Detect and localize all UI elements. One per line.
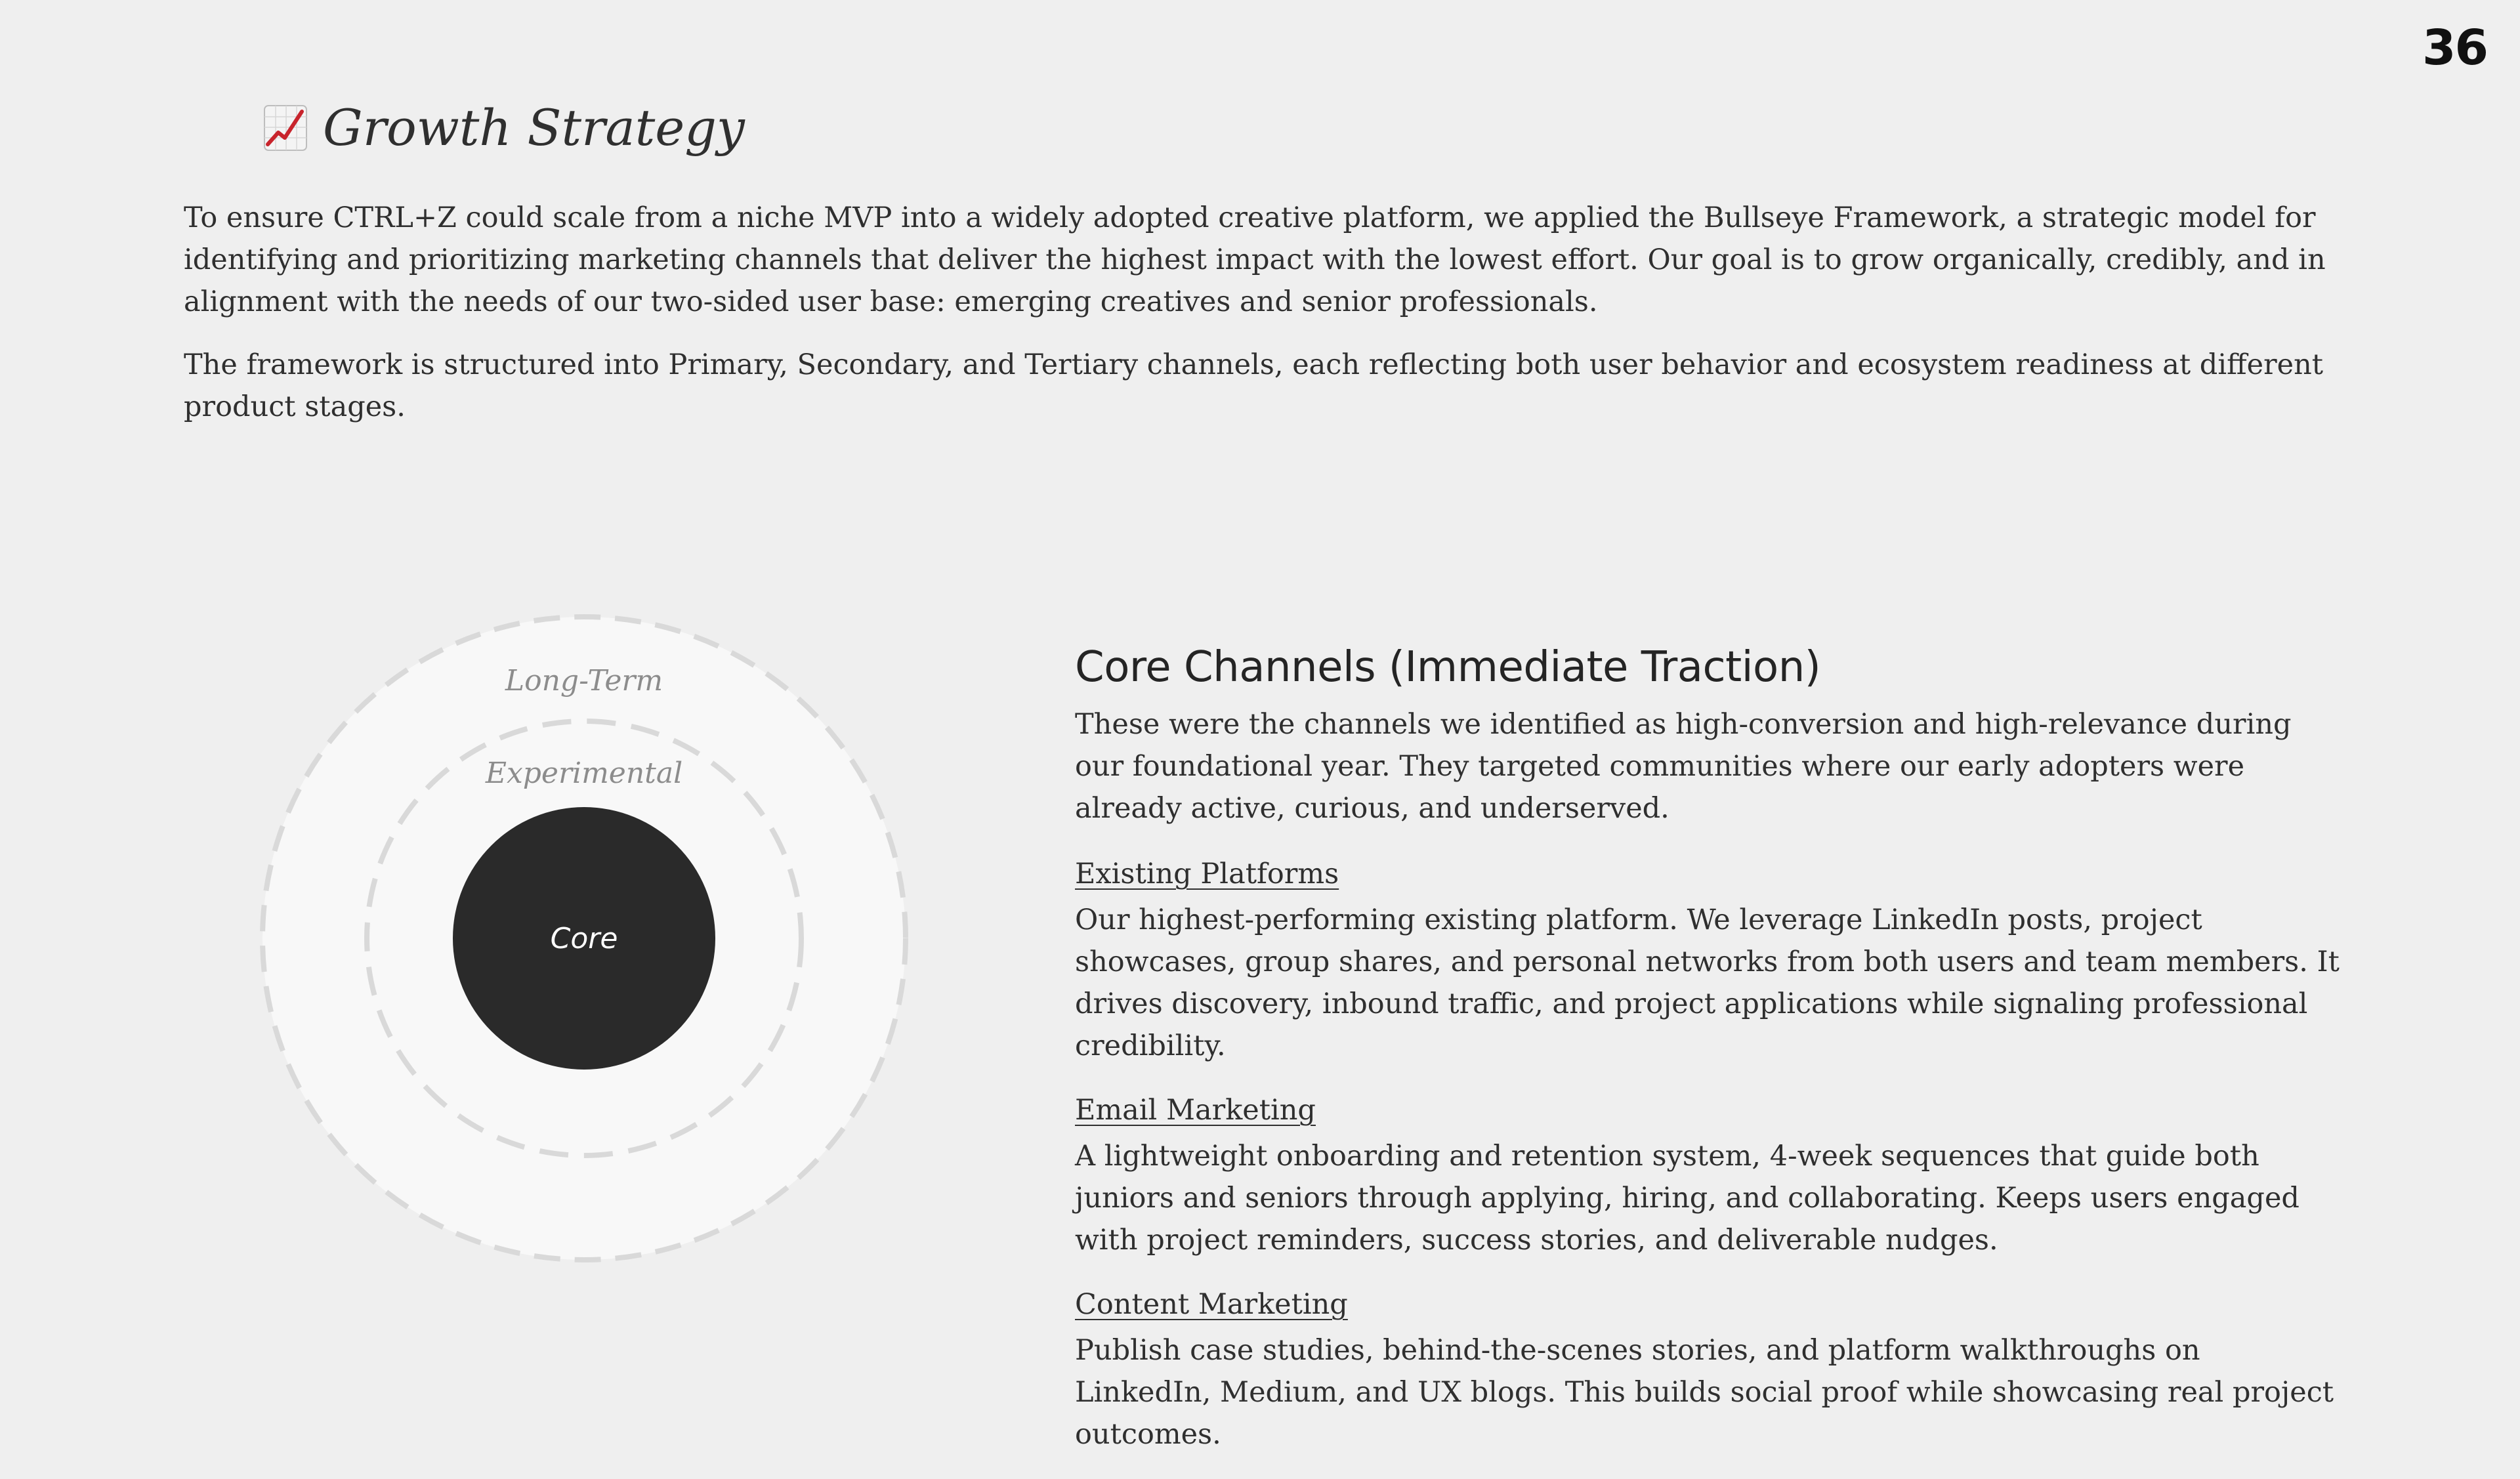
intro-text xyxy=(184,197,2336,449)
section-heading: Core Channels (Immediate Traction) xyxy=(1075,643,1821,692)
page-title: Growth Strategy xyxy=(323,98,745,157)
core-label: Core xyxy=(550,922,618,955)
channel-title: Existing Platforms xyxy=(1075,858,1339,890)
section-lead: These were the channels we identified as high-conversion and high-relevance during our foundational year. They targeted communities where our early adopters were already active, curious, and underserved. xyxy=(1075,708,2292,825)
long-term-label: Long-Term xyxy=(505,664,663,698)
channel-title: Content Marketing xyxy=(1075,1288,1348,1321)
channel-description: A lightweight onboarding and retention system, 4-week sequences that guide both juniors and seniors through applying, hiring, and collaborating. Keeps users engaged with project reminders, success stories, and deliverable nudges. xyxy=(1075,1140,2300,1257)
channel-description: Publish case studies, behind-the-scenes stories, and platform walkthroughs on LinkedIn, Medium, and UX blogs. This builds social proof while showcasing real project outcomes. xyxy=(1075,1334,2334,1451)
core-channels-section xyxy=(1075,643,2342,1479)
page-number: 36 xyxy=(2422,20,2487,76)
title-row xyxy=(262,98,745,157)
intro-paragraph: The framework is structured into Primary, Secondary, and Tertiary channels, each reflecting both user behavior and ecosystem readiness at different product stages. xyxy=(184,348,2324,423)
chart-increasing-icon xyxy=(262,104,308,152)
experimental-label: Experimental xyxy=(485,757,683,790)
intro-paragraph: To ensure CTRL+Z could scale from a niche MVP into a widely adopted creative platform, we applied the Bullseye Framework, a strategic model for identifying and prioritizing marketing channels that deliver the highest impact with the lowest effort. Our goal is to grow organically, credibly, and in alignment with the needs of our two-sided user base: emerging creatives and senior professionals. xyxy=(184,201,2326,318)
bullseye-diagram xyxy=(262,617,906,1260)
channel-title: Email Marketing xyxy=(1075,1094,1316,1127)
channel-item xyxy=(1075,1285,2342,1455)
channel-item xyxy=(1075,1091,2342,1261)
channel-description: Our highest-performing existing platform. We leverage LinkedIn posts, project showcases, group shares, and personal networks from both users and team members. It drives discovery, inbound traffic, and project applications while signaling professional credibility. xyxy=(1075,904,2340,1062)
channel-item xyxy=(1075,854,2342,1067)
